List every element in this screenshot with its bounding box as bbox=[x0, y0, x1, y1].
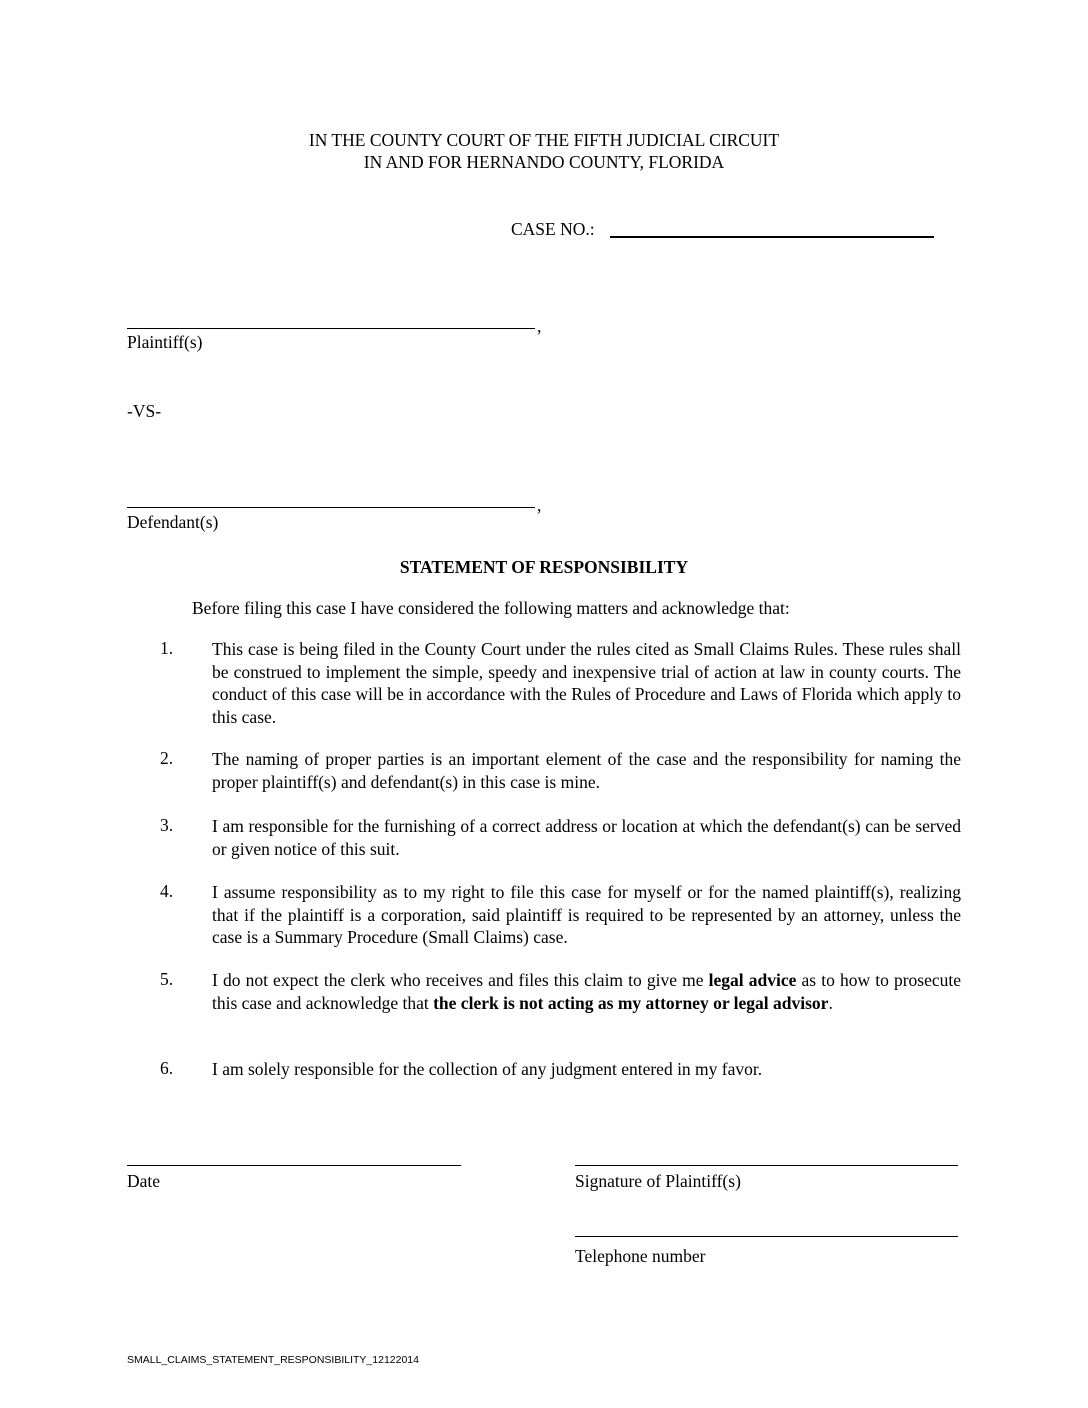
plaintiff-name-field[interactable] bbox=[127, 328, 535, 329]
item-text-part: I do not expect the clerk who receives and files this claim to give me bbox=[212, 970, 709, 990]
item-text: I assume responsibility as to my right to file this case for myself or for the named plaintiff(s), realizing that if the plaintiff is a corporation, said plaintiff is required to be represented by an attorney, unless the case is a Summary Procedure (Small Claims) case. bbox=[212, 882, 961, 947]
item-text-part: . bbox=[828, 992, 833, 1013]
signature-label: Signature of Plaintiff(s) bbox=[575, 1171, 741, 1191]
item-number: 4. bbox=[160, 881, 174, 901]
item-number: 5. bbox=[160, 969, 174, 989]
defendant-comma: , bbox=[537, 495, 542, 515]
item-text: This case is being filed in the County Court under the rules cited as Small Claims Rules. These rules shall be construed to implement the simple, speedy and inexpensive trial of action at law in county courts. The conduct of this case will be in accordance with the Rules of Procedure and Laws of Florida which apply to this case. bbox=[212, 639, 961, 727]
document-title: STATEMENT OF RESPONSIBILITY bbox=[399, 557, 689, 577]
plaintiff-comma: , bbox=[537, 316, 542, 336]
case-number-label: CASE NO.: bbox=[511, 219, 595, 239]
item-text: I am solely responsible for the collection of any judgment entered in my favor. bbox=[212, 1059, 763, 1079]
intro-text: Before filing this case I have considered the following matters and acknowledge that: bbox=[192, 598, 790, 618]
item-number: 6. bbox=[160, 1058, 174, 1078]
plaintiff-label: Plaintiff(s) bbox=[127, 332, 203, 352]
legal-advice-emphasis: legal advice bbox=[708, 970, 797, 990]
item-number: 1. bbox=[160, 638, 174, 658]
clerk-not-attorney-emphasis: the clerk is not acting as my attorney or legal advisor bbox=[433, 992, 829, 1013]
item-text: I am responsible for the furnishing of a correct address or location at which the defendant(s) can be served or given notice of this suit. bbox=[212, 816, 961, 859]
signature-field[interactable] bbox=[575, 1165, 958, 1166]
item-text bbox=[212, 969, 961, 1014]
defendant-label: Defendant(s) bbox=[127, 512, 219, 532]
item-text: The naming of proper parties is an important element of the case and the responsibility for naming the proper plaintiff(s) and defendant(s) in this case is mine. bbox=[212, 749, 961, 792]
date-field[interactable] bbox=[127, 1165, 461, 1166]
telephone-field[interactable] bbox=[575, 1236, 958, 1237]
form-identifier: SMALL_CLAIMS_STATEMENT_RESPONSIBILITY_12122014 bbox=[127, 1354, 419, 1366]
item-number: 3. bbox=[160, 815, 174, 835]
case-number-field[interactable] bbox=[610, 236, 934, 238]
item-text-part: as to how to prosecute this case and acknowledge that bbox=[212, 970, 962, 1013]
date-label: Date bbox=[127, 1171, 161, 1191]
defendant-name-field[interactable] bbox=[127, 507, 535, 508]
telephone-label: Telephone number bbox=[575, 1246, 706, 1266]
court-heading-line-1: IN THE COUNTY COURT OF THE FIFTH JUDICIAL CIRCUIT bbox=[308, 130, 780, 150]
court-heading-line-2: IN AND FOR HERNANDO COUNTY, FLORIDA bbox=[363, 152, 725, 172]
item-number: 2. bbox=[160, 748, 174, 768]
versus-label: -VS- bbox=[127, 401, 162, 421]
